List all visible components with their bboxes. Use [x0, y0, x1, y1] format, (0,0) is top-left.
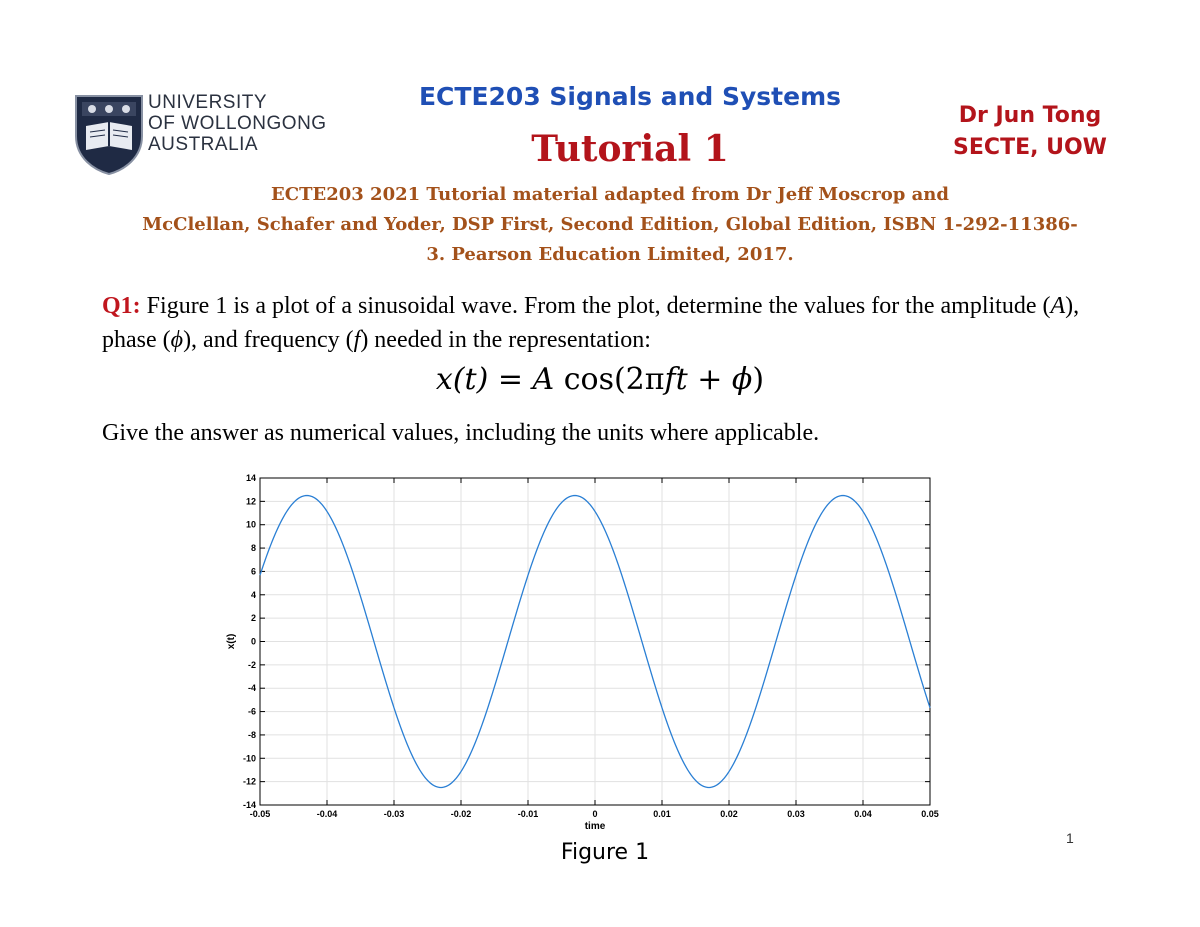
y-tick-label: 0: [250, 636, 256, 647]
equation-amplitude: A: [532, 362, 555, 397]
x-tick-label: -0.04: [316, 809, 338, 819]
equation-ft: ft: [664, 362, 688, 397]
equation: [300, 362, 900, 397]
equation-plus: +: [687, 362, 732, 397]
var-frequency: f: [353, 327, 361, 353]
logo-line-3: AUSTRALIA: [148, 134, 259, 155]
y-tick-label: 2: [250, 613, 256, 624]
x-tick-label: -0.03: [383, 809, 405, 819]
course-title: ECTE203 Signals and Systems: [418, 82, 842, 111]
question-text: [102, 289, 1112, 357]
x-tick-label: 0.03: [787, 809, 805, 819]
y-tick-label: 14: [245, 473, 256, 483]
equation-cos: cos(2π: [554, 362, 665, 397]
x-axis-label: time: [584, 821, 606, 832]
logo-line-1: UNIVERSITY: [148, 92, 268, 113]
author-name: Dr Jun Tong: [958, 103, 1102, 128]
y-axis-label: x(t): [226, 633, 237, 650]
author-block: [930, 100, 1130, 164]
author-affiliation: SECTE, UOW: [953, 135, 1107, 160]
y-tick-label: 6: [250, 566, 256, 577]
credit-note: [60, 180, 1160, 270]
y-tick-label: 4: [250, 589, 256, 600]
equation-close: ): [752, 362, 765, 397]
question-label: Q1:: [102, 293, 141, 319]
university-wordmark: [148, 92, 327, 155]
figure-caption: Figure 1: [560, 840, 650, 865]
credit-line-1: ECTE203 2021 Tutorial material adapted from Dr Jeff Moscrop and: [271, 184, 949, 205]
answer-instruction: Give the answer as numerical values, including the units where applicable.: [102, 420, 820, 446]
question-text-1: Figure 1 is a plot of a sinusoidal wave. From the plot, determine the values for the amplitude (: [140, 293, 1051, 319]
x-tick-label: -0.02: [450, 809, 472, 819]
tutorial-title: Tutorial 1: [531, 128, 729, 170]
question-text-3: ), and frequency (: [183, 327, 354, 353]
y-tick-label: -12: [242, 776, 256, 787]
question-text-4: ) needed in the representation:: [360, 327, 651, 353]
y-tick-label: -8: [247, 729, 256, 740]
x-tick-label: -0.01: [517, 809, 539, 819]
var-phase: ϕ: [170, 327, 184, 353]
x-tick-label: 0.04: [854, 809, 872, 819]
y-tick-label: 8: [250, 543, 256, 554]
x-tick-label: 0.05: [921, 809, 939, 819]
y-tick-label: -4: [247, 683, 256, 694]
equation-lhs: x(t) =: [435, 362, 533, 397]
x-tick-label: 0: [592, 809, 598, 819]
question-text-2: ), phase (: [102, 293, 1080, 353]
logo-line-2: OF WOLLONGONG: [148, 113, 327, 134]
var-amplitude: A: [1050, 293, 1066, 319]
x-tick-label: 0.02: [720, 809, 738, 819]
y-tick-label: -14: [242, 800, 256, 810]
y-tick-label: -2: [247, 659, 256, 670]
x-tick-label: 0.01: [653, 809, 671, 819]
y-tick-label: -10: [242, 753, 256, 764]
sinusoid-chart: [222, 470, 952, 835]
y-tick-label: -6: [247, 706, 256, 717]
credit-line-3: 3. Pearson Education Limited, 2017.: [426, 244, 794, 265]
equation-phase: ϕ: [731, 362, 753, 397]
y-tick-label: 12: [245, 496, 256, 507]
page-number: 1: [1066, 830, 1074, 846]
university-crest-icon: [72, 92, 146, 176]
credit-line-2: McClellan, Schafer and Yoder, DSP First, Second Edition, Global Edition, ISBN 1-292-11386-: [142, 214, 1078, 235]
x-tick-label: -0.05: [249, 809, 271, 819]
y-tick-label: 10: [245, 519, 256, 530]
